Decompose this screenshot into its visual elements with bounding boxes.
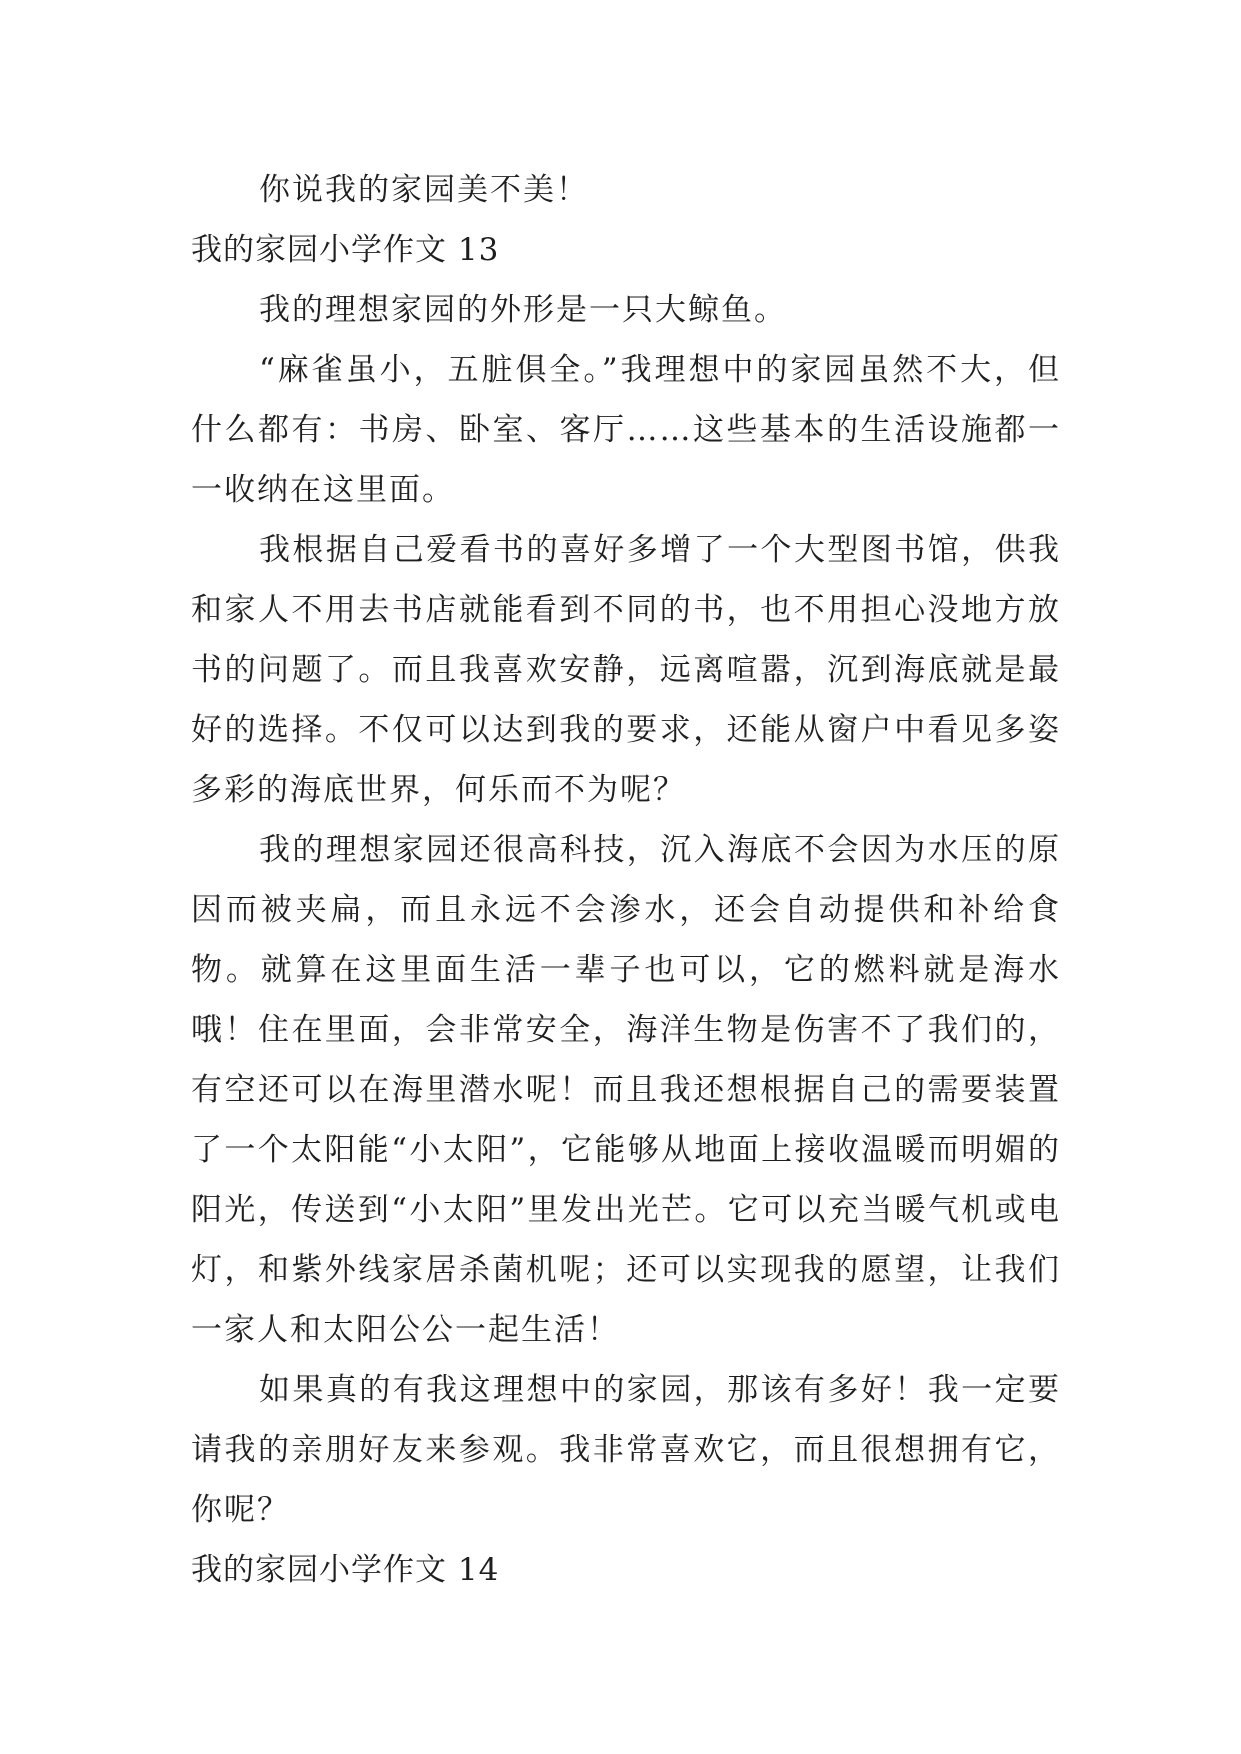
- paragraph: 你说我的家园美不美！: [259, 172, 589, 208]
- paragraph: 如果真的有我这理想中的家园，那该有多好！我一定要请我的亲朋好友来参观。我非常喜欢它，而且很想拥有它，你呢？: [191, 1372, 1061, 1528]
- document-body: [191, 160, 1061, 1600]
- section-heading: 我的家园小学作文 13: [191, 232, 500, 268]
- paragraph: 我根据自己爱看书的喜好多增了一个大型图书馆，供我和家人不用去书店就能看到不同的书，也不用担心没地方放书的问题了。而且我喜欢安静，远离喧嚣，沉到海底就是最好的选择。不仅可以达到我的要求，还能从窗户中看见多姿多彩的海底世界，何乐而不为呢？: [191, 532, 1061, 808]
- paragraph: 我的理想家园还很高科技，沉入海底不会因为水压的原因而被夹扁，而且永远不会渗水，还会自动提供和补给食物。就算在这里面生活一辈子也可以，它的燃料就是海水哦！住在里面，会非常安全，海洋生物是伤害不了我们的，有空还可以在海里潜水呢！而且我还想根据自己的需要装置了一个太阳能“小太阳”，它能够从地面上接收温暖而明媚的阳光，传送到“小太阳”里发出光芒。它可以充当暖气机或电灯，和紫外线家居杀菌机呢；还可以实现我的愿望，让我们一家人和太阳公公一起生活！: [191, 832, 1061, 1348]
- section-heading: 我的家园小学作文 14: [191, 1552, 500, 1588]
- paragraph: “麻雀虽小，五脏俱全。”我理想中的家园虽然不大，但什么都有：书房、卧室、客厅……这些基本的生活设施都一一收纳在这里面。: [191, 352, 1061, 508]
- paragraph: 我的理想家园的外形是一只大鲸鱼。: [259, 292, 787, 328]
